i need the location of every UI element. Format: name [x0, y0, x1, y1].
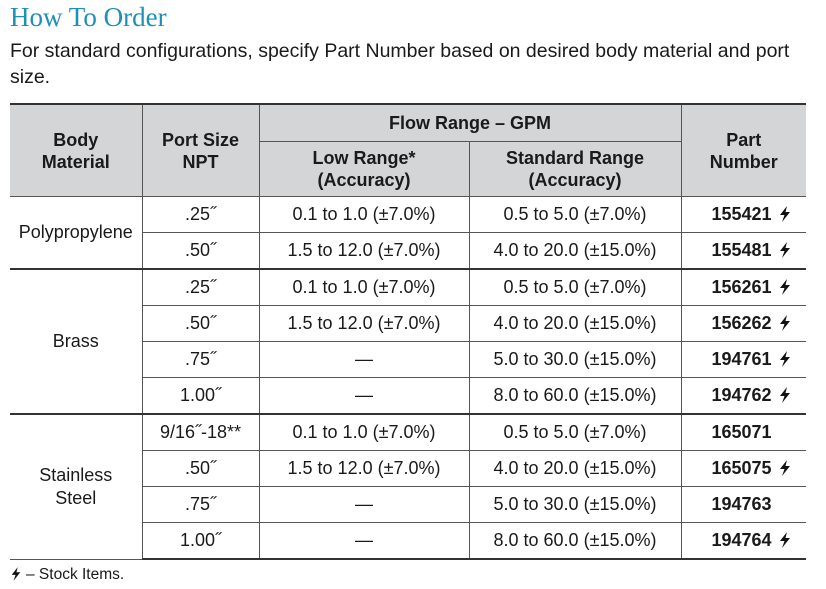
part-number: 156261 [711, 277, 772, 297]
part-number: 194763 [711, 494, 772, 514]
standard-range-cell: 0.5 to 5.0 (±7.0%) [469, 197, 681, 233]
standard-range-cell: 0.5 to 5.0 (±7.0%) [469, 414, 681, 451]
part-number-cell [681, 378, 806, 415]
low-range-cell: 1.5 to 12.0 (±7.0%) [259, 233, 469, 270]
port-size-cell: 1.00˝ [142, 378, 259, 415]
table-row [10, 269, 806, 306]
header-standard-range: Standard Range (Accuracy) [469, 142, 681, 197]
low-range-cell: 1.5 to 12.0 (±7.0%) [259, 306, 469, 342]
lightning-bolt-icon [778, 387, 792, 403]
port-size-cell: .50˝ [142, 233, 259, 270]
standard-range-cell: 5.0 to 30.0 (±15.0%) [469, 342, 681, 378]
lightning-bolt-icon [778, 460, 792, 476]
part-number: 194764 [711, 530, 772, 550]
standard-range-cell: 0.5 to 5.0 (±7.0%) [469, 269, 681, 306]
port-size-cell: .50˝ [142, 451, 259, 487]
part-number: 155421 [711, 204, 772, 224]
lightning-bolt-icon [778, 532, 792, 548]
header-part-number: Part Number [681, 104, 806, 197]
intro-text: For standard configurations, specify Part Number based on desired body material and port size. [10, 40, 790, 88]
low-range-cell: — [259, 487, 469, 523]
low-range-cell: — [259, 523, 469, 560]
body-material-cell: Brass [10, 269, 142, 414]
port-size-cell: 1.00˝ [142, 523, 259, 560]
order-table-body [10, 197, 806, 560]
order-table [10, 103, 806, 560]
lightning-bolt-icon [778, 242, 792, 258]
part-number: 155481 [711, 240, 772, 260]
header-body-material: Body Material [10, 104, 142, 197]
part-number: 194761 [711, 349, 772, 369]
lightning-bolt-icon [778, 279, 792, 295]
footnote-text: – Stock Items. [26, 566, 125, 583]
body-material-cell: Stainless Steel [10, 414, 142, 559]
part-number-cell [681, 451, 806, 487]
lightning-bolt-icon [778, 315, 792, 331]
part-number-cell [681, 342, 806, 378]
standard-range-cell: 5.0 to 30.0 (±15.0%) [469, 487, 681, 523]
standard-range-cell: 8.0 to 60.0 (±15.0%) [469, 523, 681, 560]
part-number-cell [681, 197, 806, 233]
standard-range-cell: 4.0 to 20.0 (±15.0%) [469, 451, 681, 487]
part-number-cell [681, 414, 806, 451]
low-range-cell: — [259, 342, 469, 378]
table-row [10, 414, 806, 451]
part-number-cell [681, 269, 806, 306]
port-size-cell: .75˝ [142, 342, 259, 378]
low-range-cell: 1.5 to 12.0 (±7.0%) [259, 451, 469, 487]
part-number: 156262 [711, 313, 772, 333]
lightning-bolt-icon [778, 206, 792, 222]
page-title: How To Order [10, 2, 167, 32]
port-size-cell: .75˝ [142, 487, 259, 523]
table-row [10, 197, 806, 233]
body-material-cell: Polypropylene [10, 197, 142, 270]
port-size-cell: 9/16˝-18** [142, 414, 259, 451]
header-port-size: Port Size NPT [142, 104, 259, 197]
header-low-range: Low Range* (Accuracy) [259, 142, 469, 197]
port-size-cell: .25˝ [142, 269, 259, 306]
lightning-bolt-icon [10, 567, 22, 581]
low-range-cell: 0.1 to 1.0 (±7.0%) [259, 269, 469, 306]
part-number-cell [681, 306, 806, 342]
part-number-cell [681, 487, 806, 523]
low-range-cell: 0.1 to 1.0 (±7.0%) [259, 414, 469, 451]
standard-range-cell: 8.0 to 60.0 (±15.0%) [469, 378, 681, 415]
footnote [10, 566, 124, 584]
header-flow-range: Flow Range – GPM [259, 104, 681, 142]
port-size-cell: .25˝ [142, 197, 259, 233]
part-number: 165075 [711, 458, 772, 478]
lightning-bolt-icon [778, 351, 792, 367]
part-number-cell [681, 523, 806, 560]
part-number: 165071 [711, 422, 772, 442]
low-range-cell: 0.1 to 1.0 (±7.0%) [259, 197, 469, 233]
port-size-cell: .50˝ [142, 306, 259, 342]
low-range-cell: — [259, 378, 469, 415]
standard-range-cell: 4.0 to 20.0 (±15.0%) [469, 306, 681, 342]
part-number: 194762 [711, 385, 772, 405]
part-number-cell [681, 233, 806, 270]
standard-range-cell: 4.0 to 20.0 (±15.0%) [469, 233, 681, 270]
